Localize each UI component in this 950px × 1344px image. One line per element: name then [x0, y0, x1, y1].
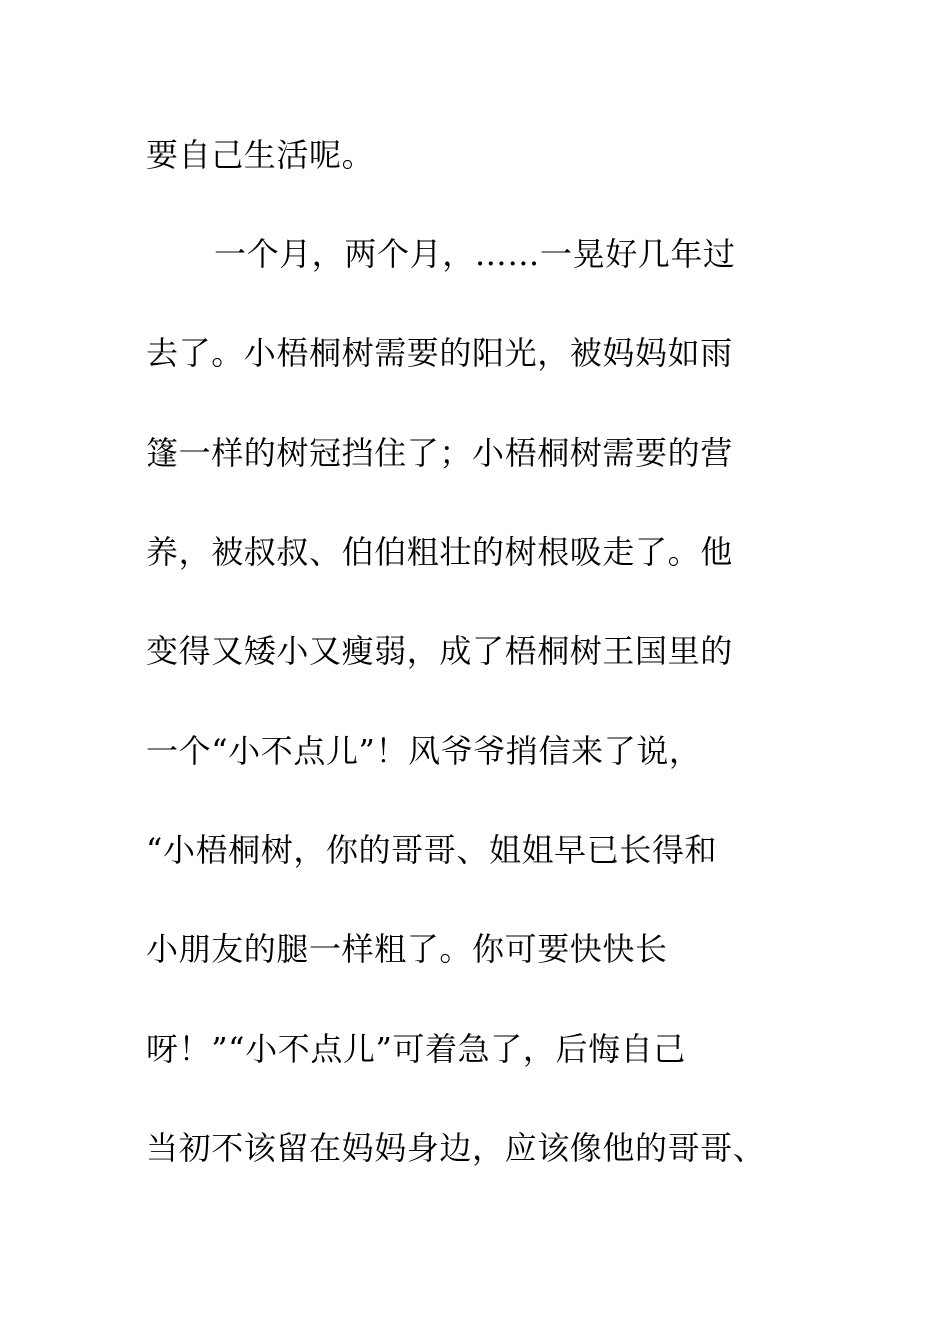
text-line: 养，被叔叔、伯伯粗壮的树根吸走了。他 — [146, 533, 733, 571]
paragraph-first-line: 一个月，两个月，……一晃好几年过 — [214, 235, 736, 273]
text-line: 当初不该留在妈妈身边，应该像他的哥哥、 — [146, 1129, 766, 1167]
text-line: “小梧桐树，你的哥哥、姐姐早已长得和 — [146, 831, 718, 869]
text-line: 呀！”“小不点儿”可着急了，后悔自己 — [146, 1030, 686, 1068]
text-line: 一个“小不点儿”！风爷爷捎信来了说， — [146, 732, 702, 770]
text-line: 变得又矮小又瘦弱，成了梧桐树王国里的 — [146, 632, 733, 670]
text-line: 要自己生活呢。 — [146, 136, 375, 174]
text-line: 篷一样的树冠挡住了；小梧桐树需要的营 — [146, 434, 733, 472]
text-line: 小朋友的腿一样粗了。你可要快快长 — [146, 930, 668, 968]
text-line: 去了。小梧桐树需要的阳光，被妈妈如雨 — [146, 334, 733, 372]
